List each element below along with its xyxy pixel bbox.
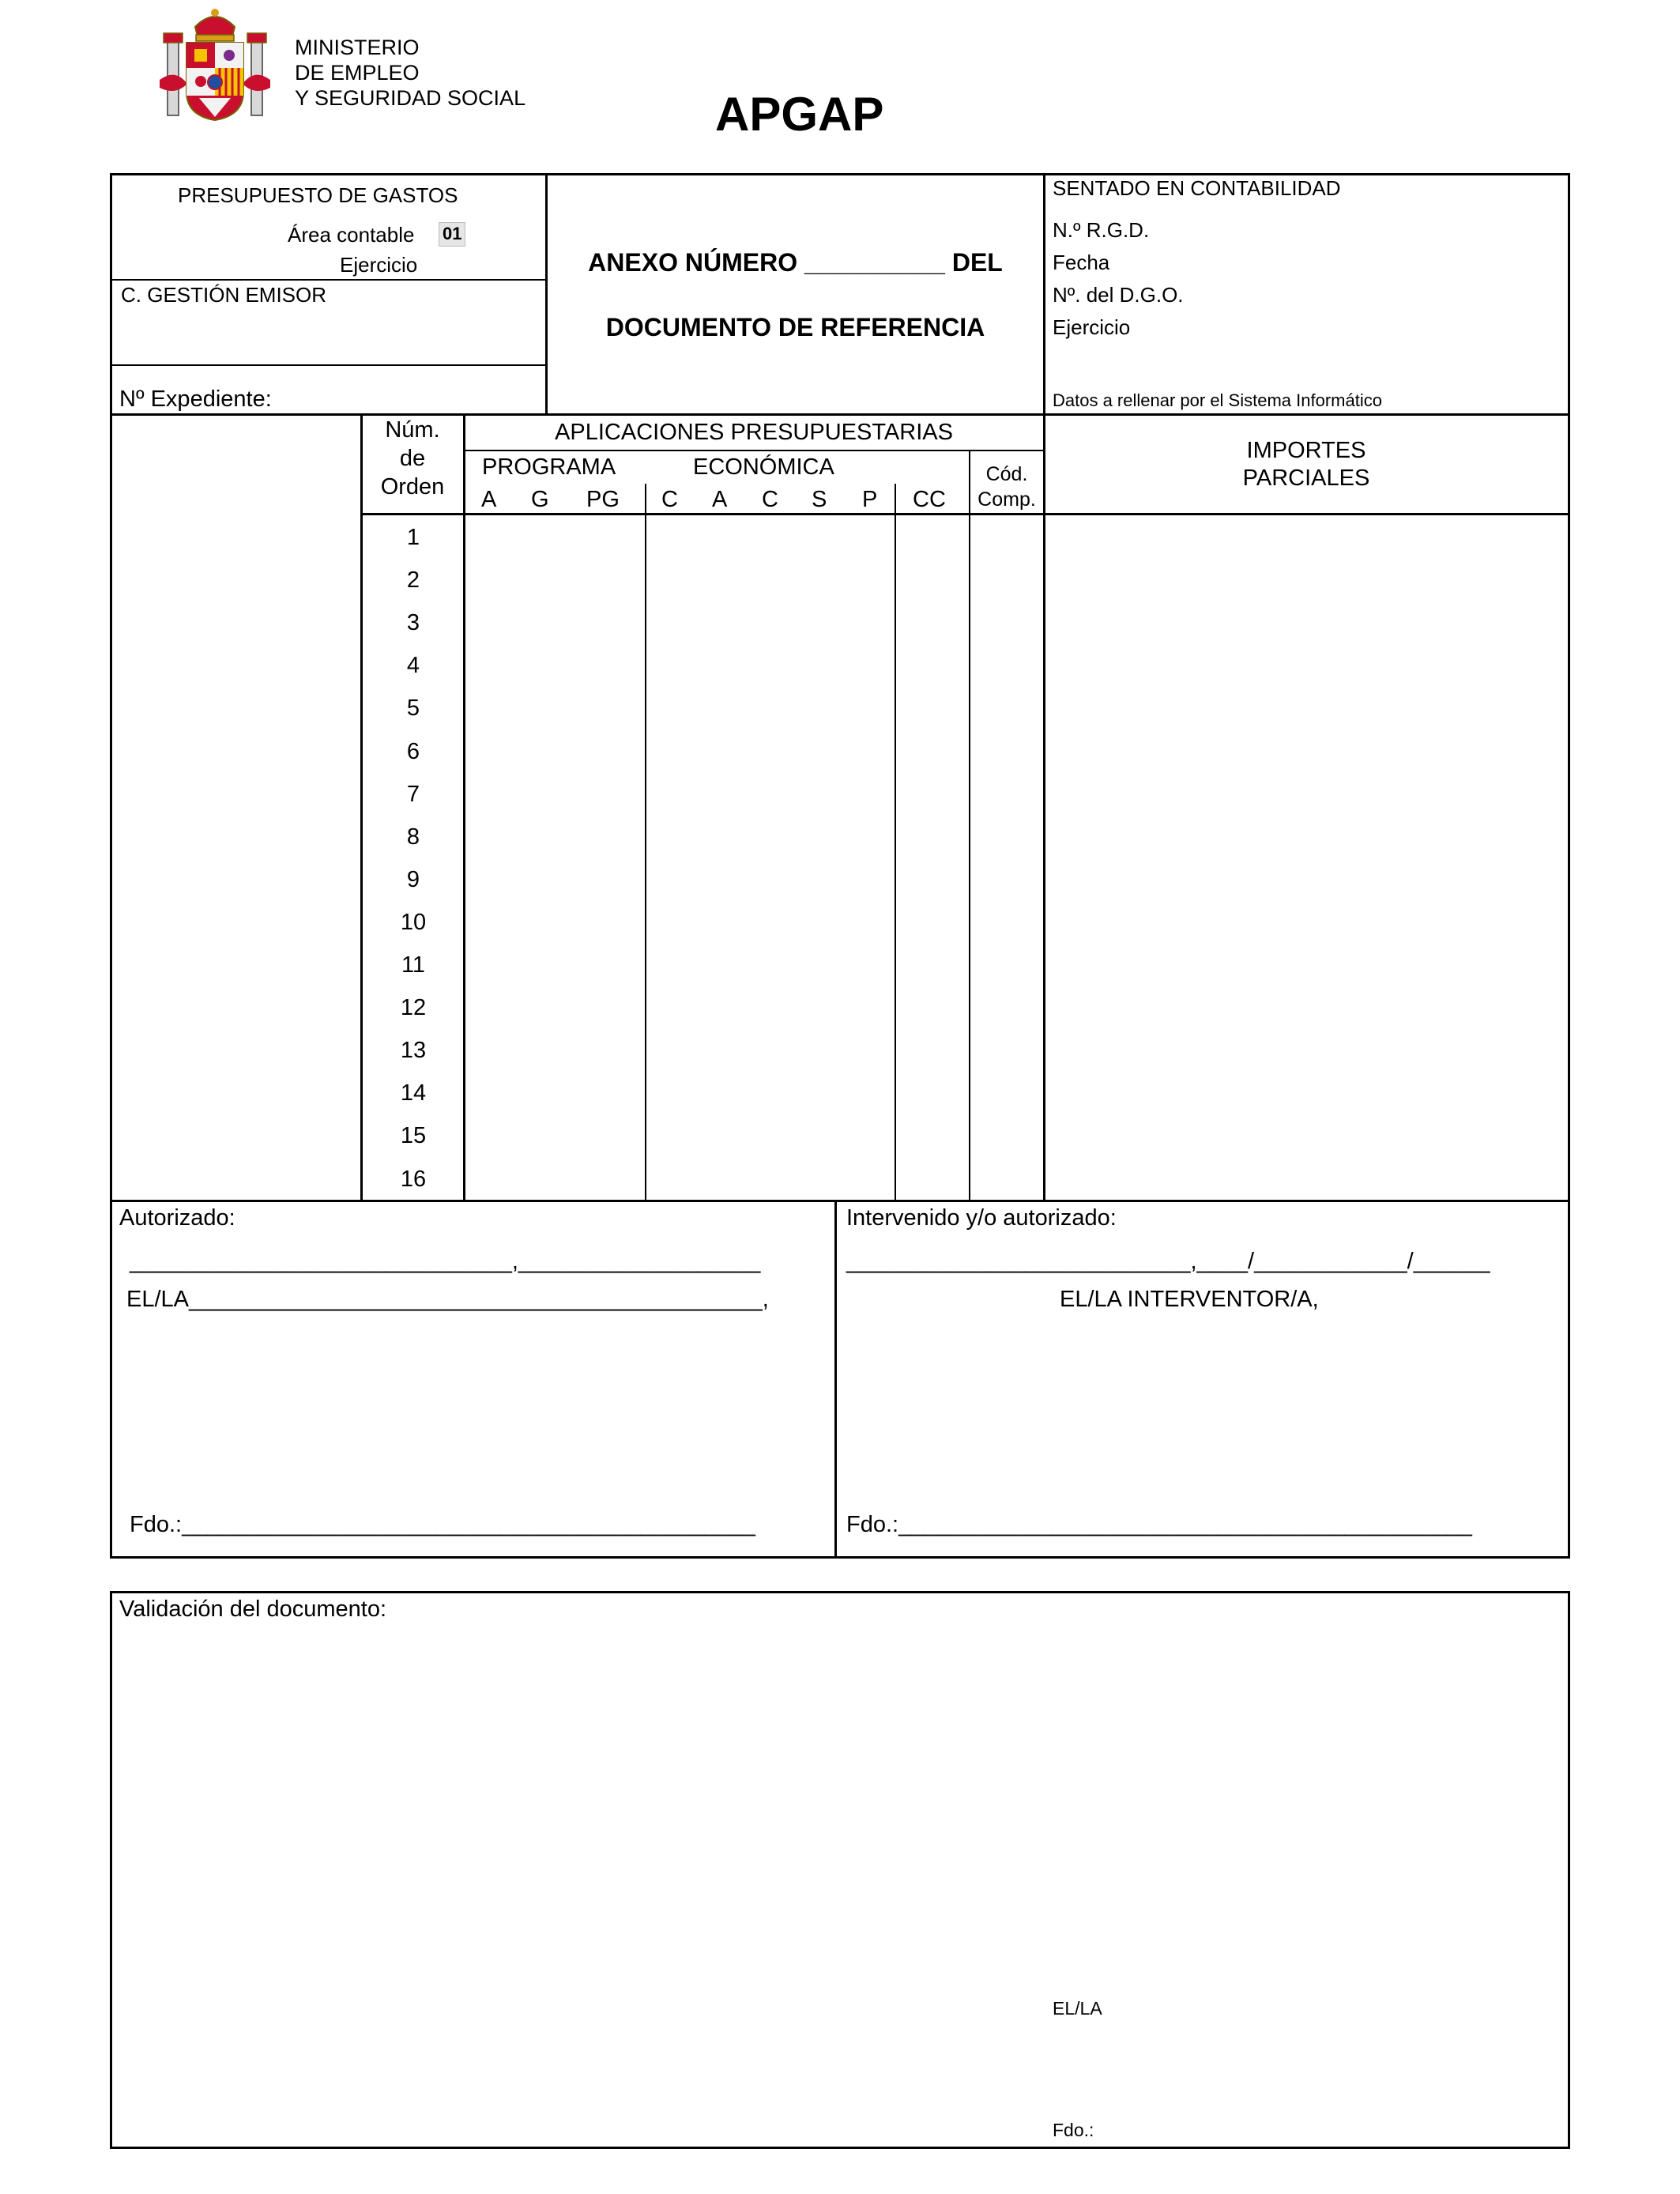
ministry-line-3: Y SEGURIDAD SOCIAL [295, 86, 526, 110]
importes-header-2: PARCIALES [1242, 466, 1370, 491]
col-g: G [531, 487, 549, 512]
divider [545, 173, 548, 415]
divider [360, 513, 1570, 515]
cod-header-1: Cód. [985, 463, 1028, 485]
order-number: 3 [406, 610, 420, 635]
importes-header-1: IMPORTES [1246, 438, 1366, 463]
divider [1043, 173, 1045, 1202]
cod-header-2: Comp. [977, 488, 1036, 511]
autorizado-label: Autorizado: [119, 1205, 235, 1231]
col-c2: C [762, 487, 778, 512]
col-p: P [862, 487, 878, 512]
expediente-label: Nº Expediente: [119, 386, 272, 412]
order-number: 15 [400, 1123, 427, 1148]
divider [969, 450, 970, 1202]
gestion-emisor-label: C. GESTIÓN EMISOR [121, 283, 327, 307]
programa-header: PROGRAMA [482, 454, 616, 480]
area-contable-value: 01 [443, 224, 462, 243]
anexo-numero-line: ANEXO NÚMERO __________ DEL [588, 248, 1003, 277]
ministry-line-1: MINISTERIO [295, 36, 420, 59]
divider [463, 450, 1045, 451]
fdo-left-line[interactable]: Fdo.:_____________________________________________ [130, 1512, 755, 1537]
order-number: 14 [400, 1080, 427, 1106]
validacion-title: Validación del documento: [119, 1596, 387, 1622]
order-number: 8 [406, 824, 420, 850]
order-number: 4 [406, 653, 420, 678]
col-a2: A [712, 487, 728, 512]
rgd-label: N.º R.G.D. [1053, 218, 1150, 242]
interventor-label: EL/LA INTERVENTOR/A, [1060, 1287, 1319, 1312]
order-number: 1 [406, 525, 420, 550]
ministry-line-2: DE EMPLEO [295, 61, 420, 85]
col-a: A [481, 487, 497, 512]
divider [834, 1200, 837, 1559]
area-contable-label: Área contable [288, 223, 415, 247]
divider [110, 1200, 1570, 1202]
fdo-right-line[interactable]: Fdo.:_____________________________________________ [846, 1512, 1472, 1537]
order-number: 12 [400, 995, 427, 1020]
validacion-fdo: Fdo.: [1053, 2120, 1094, 2140]
dgo-label: Nº. del D.G.O. [1053, 283, 1184, 307]
order-number: 5 [406, 696, 420, 721]
col-pg: PG [586, 487, 620, 512]
col-cc: CC [913, 487, 946, 512]
economica-header: ECONÓMICA [693, 454, 834, 480]
divider [110, 279, 547, 281]
order-number: 2 [406, 567, 420, 593]
form-code-title: APGAP [715, 88, 884, 141]
order-number: 6 [406, 739, 420, 764]
num-orden-header-2: de [399, 446, 426, 471]
intervenido-label: Intervenido y/o autorizado: [846, 1205, 1117, 1231]
num-orden-header-1: Núm. [385, 417, 440, 443]
order-number: 7 [406, 782, 420, 807]
autorizado-ella-line[interactable]: EL/LA_____________________________________________, [126, 1287, 769, 1312]
sistema-informatico-note: Datos a rellenar por el Sistema Informático [1053, 390, 1382, 410]
area-contable-field[interactable] [439, 222, 465, 247]
col-s: S [812, 487, 827, 512]
aplicaciones-header: APLICACIONES PRESUPUESTARIAS [555, 420, 953, 445]
frame-right [1568, 173, 1570, 1559]
col-c1: C [661, 487, 678, 512]
coat-of-arms-icon [160, 5, 270, 122]
frame-bottom [110, 1556, 1570, 1559]
documento-referencia: DOCUMENTO DE REFERENCIA [605, 313, 985, 341]
autorizado-place-date-line[interactable]: ______________________________,___________________ [130, 1249, 761, 1274]
ejercicio-label: Ejercicio [340, 253, 418, 277]
ejercicio-contable-label: Ejercicio [1053, 315, 1131, 339]
presupuesto-gastos-title: PRESUPUESTO DE GASTOS [178, 183, 458, 207]
divider [895, 484, 896, 1202]
sentado-contabilidad-title: SENTADO EN CONTABILIDAD [1053, 176, 1341, 200]
validacion-ella: EL/LA [1053, 1998, 1102, 2019]
order-number: 11 [401, 952, 426, 978]
fecha-label: Fecha [1053, 251, 1110, 274]
order-number: 10 [400, 910, 427, 935]
divider [110, 364, 547, 366]
num-orden-header-3: Orden [380, 474, 445, 499]
divider [645, 484, 646, 1202]
intervenido-date-line[interactable]: ___________________________,____/____________/______ [846, 1249, 1490, 1274]
validation-box [110, 1591, 1570, 2149]
divider [110, 413, 1570, 416]
order-number: 9 [406, 867, 420, 892]
frame-top [110, 173, 1570, 175]
order-number: 13 [400, 1038, 427, 1063]
frame-left [110, 173, 112, 1559]
order-number: 16 [400, 1167, 427, 1192]
